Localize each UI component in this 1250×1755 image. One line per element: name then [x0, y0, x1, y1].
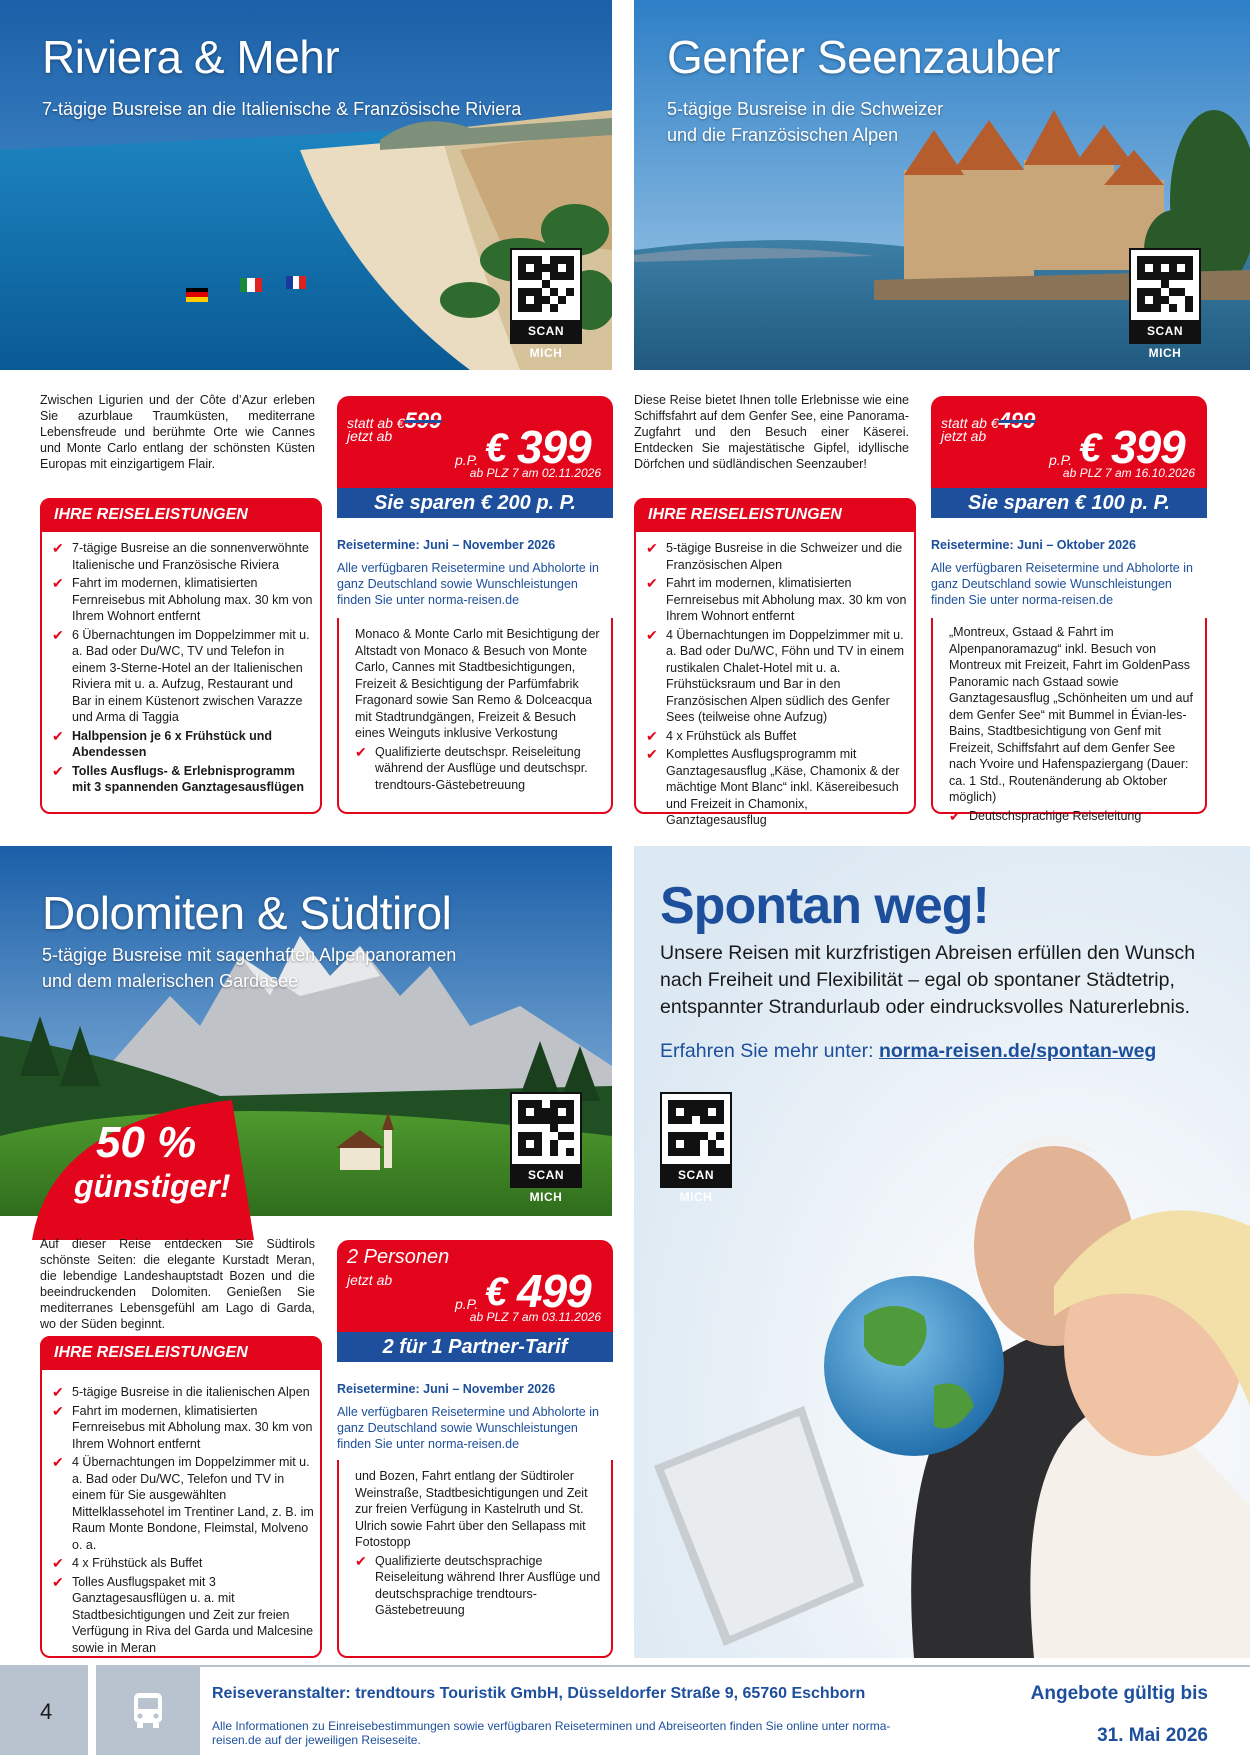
statt-label: statt ab €	[941, 415, 999, 431]
list-item: ✔ 5-tägige Busreise in die italienischen Alpen	[52, 1384, 314, 1401]
more-label: Erfahren Sie mehr unter:	[660, 1040, 874, 1062]
leistungen-header: IHRE REISELEISTUNGEN	[40, 498, 322, 532]
price-box	[337, 1240, 613, 1362]
description-text: „Montreux, Gstaad & Fahrt im Alpenpanoramazug“ inkl. Besuch von Montreux mit Freizeit, Fahrt im GoldenPass Panoramic nach Gstaad sowie Ganztagesausflug „Schönheiten um und auf dem Genfer See“ mit Bummel in Évian-les-Bains, Stadtbesichtigung von Genf mit Freizeit, Schiffsfahrt auf dem Genfer See nach Yvoire und Hafenspaziergang (Dauer: ca. 1 Std., Routenänderung ab Oktober möglich)	[949, 625, 1193, 804]
page-number-box	[0, 1665, 88, 1755]
jetzt-label: jetzt ab	[347, 428, 393, 444]
spontan-link[interactable]: norma-reisen.de/spontan-weg	[878, 1040, 1157, 1062]
list-item	[52, 763, 314, 796]
currency-symbol: €	[485, 426, 508, 470]
savings-banner: Sie sparen € 200 p. P.	[337, 488, 613, 518]
hero-subtitle: 7-tägige Busreise an die Italienische & Französische Riviera	[42, 99, 522, 119]
price-box	[337, 396, 613, 518]
qr-code[interactable]	[1129, 248, 1201, 360]
footer-divider	[200, 1665, 1250, 1667]
jetzt-label: jetzt ab	[347, 1272, 393, 1288]
qr-pattern-icon	[1137, 256, 1193, 312]
list-item: ✔ Fahrt im modernen, klimatisierten Fernreisebus mit Abholung max. 30 km von Ihrem Wohnort entfernt	[646, 575, 908, 625]
description-box	[931, 618, 1207, 823]
currency-symbol: €	[1079, 426, 1102, 470]
qr-pattern-icon	[518, 1100, 574, 1156]
qr-code[interactable]	[660, 1092, 732, 1204]
hero-genfer	[634, 0, 1250, 370]
description	[355, 1468, 605, 1619]
statt-label: statt ab €	[347, 415, 405, 431]
leistungen-header: IHRE REISELEISTUNGEN	[634, 498, 916, 532]
list-item: ✔ Tolles Ausflugspaket mit 3 Ganztagesausflügen u. a. mit Stadtbesichtigungen und Zeit zur freien Verfügung in Riva del Garda und Malcesine sowie in Meran	[52, 1574, 314, 1657]
valid-date: 31. Mai 2026	[1097, 1725, 1208, 1746]
qr-label: SCAN MICH	[512, 1164, 580, 1186]
reisetermine-text[interactable]: Alle verfügbaren Reisetermine und Abholorte in ganz Deutschland sowie Wunschleistungen finden Sie unter norma-reisen.de	[337, 561, 599, 607]
reisetermine-text[interactable]: Alle verfügbaren Reisetermine und Abholorte in ganz Deutschland sowie Wunschleistungen finden Sie unter norma-reisen.de	[931, 561, 1193, 607]
valid-label: Angebote gültig bis	[1030, 1683, 1208, 1704]
new-price: 499	[517, 1265, 591, 1317]
list-item: ✔ 6 Übernachtungen im Doppelzimmer mit u. a. Bad oder Du/WC, TV und Telefon in einem 3-Sterne-Hotel an der Italienischen Riviera mit u. a. Aufzug, Restaurant und Bar in einem Küstenort zwischen Varazze und Arma di Taggia	[52, 627, 314, 726]
hero-subtitle-line-1: 5-tägige Busreise mit sagenhaften Alpenpanoramen	[42, 945, 457, 965]
bus-icon	[128, 1690, 168, 1730]
reisetermine-text[interactable]: Alle verfügbaren Reisetermine und Abholorte in ganz Deutschland sowie Wunschleistungen finden Sie unter norma-reisen.de	[337, 1405, 599, 1451]
old-price: 599	[404, 408, 442, 433]
jetzt-label: jetzt ab	[941, 428, 987, 444]
hero-subtitle-line-2: und dem malerischen Gardasee	[42, 971, 299, 991]
tour-intro: Zwischen Ligurien und der Côte d’Azur erleben Sie azurblaue Traumküsten, mediterrane Lebensfreude und berühmte Orte wie Cannes und Monte Carlo entlang der schönsten Küsten Europas mit einzigartigem Flair.	[40, 393, 315, 471]
qr-code[interactable]	[510, 248, 582, 360]
savings-banner: Sie sparen € 100 p. P.	[931, 488, 1207, 518]
footer-info: Alle Informationen zu Einreisebestimmungen sowie verfügbaren Reiseterminen und Abreiseorten finden Sie online unter norma-reisen.de auf der jeweiligen Reiseseite.	[212, 1719, 891, 1747]
badge-text: günstiger!	[74, 1168, 231, 1204]
list-item: ✔ Fahrt im modernen, klimatisierten Fernreisebus mit Abholung max. 30 km von Ihrem Wohnort entfernt	[52, 1403, 314, 1453]
list-item: ✔ 4 x Frühstück als Buffet	[646, 728, 908, 745]
list-item-text: Halbpension je 6 x Frühstück und Abendessen	[72, 728, 273, 759]
persons-label: 2 Personen	[347, 1246, 450, 1268]
leistungen-box	[634, 498, 916, 827]
list-item	[52, 728, 314, 761]
hero-subtitle-line-2: und die Französischen Alpen	[667, 125, 899, 145]
hero-title: Genfer Seenzauber	[667, 31, 1060, 83]
new-price: 399	[517, 421, 591, 473]
hero-subtitle-line-1: 5-tägige Busreise in die Schweizer	[667, 99, 944, 119]
qr-label: SCAN MICH	[512, 320, 580, 342]
savings-banner: 2 für 1 Partner-Tarif	[337, 1332, 613, 1362]
reisetermine-title: Reisetermine: Juni – November 2026	[337, 1382, 556, 1396]
list-item: ✔ Qualifizierte deutschspr. Reiseleitung während der Ausflüge und deutschspr. trendtours-Gästebetreuung	[355, 744, 605, 794]
list-item: ✔ 4 x Frühstück als Buffet	[52, 1555, 314, 1572]
per-person-label: p.P.	[455, 1296, 479, 1312]
price-condition: ab PLZ 7 am 03.11.2026	[469, 1310, 601, 1324]
reisetermine-title: Reisetermine: Juni – Oktober 2026	[931, 538, 1136, 552]
leistungen-list	[52, 540, 314, 798]
tour-intro: Diese Reise bietet Ihnen tolle Erlebnisse wie eine Schiffsfahrt auf dem Genfer See, eine Panorama-Zugfahrt und den Besuch einer Käserei. Entdecken Sie majestätische Gipfel, idyllische Dörfchen und südländischen Seenzauber!	[634, 393, 909, 471]
spontan-title: Spontan weg!	[660, 877, 989, 935]
description	[949, 624, 1201, 824]
hero-riviera	[0, 0, 612, 370]
bus-icon-box	[96, 1665, 200, 1755]
spontan-more	[660, 1040, 1156, 1063]
list-item: ✔ 4 Übernachtungen im Doppelzimmer mit u. a. Bad oder Du/WC, Telefon und TV in einem für Sie ausgewählten Mittelklassehotel im Trentiner Land, z. B. im Raum Monte Bondone, Fleimstal, Molveno o. a.	[52, 1454, 314, 1553]
hero-title: Riviera & Mehr	[42, 31, 340, 83]
list-item: ✔ 7-tägige Busreise an die sonnenverwöhnte Italienische und Französische Riviera	[52, 540, 314, 573]
list-item: ✔ Komplettes Ausflugsprogramm mit Ganztagesausflug „Käse, Chamonix & der mächtige Mont Blanc“ inkl. Käsereibesuch und Freizeit in Chamonix, Ganztagesausflug	[646, 746, 908, 829]
list-item: ✔ Fahrt im modernen, klimatisierten Fernreisebus mit Abholung max. 30 km von Ihrem Wohnort entfernt	[52, 575, 314, 625]
price-panel	[931, 396, 1207, 488]
price-panel	[337, 1240, 613, 1332]
description-box	[337, 618, 613, 814]
leistungen-list	[646, 540, 908, 831]
spontan-text: Unsere Reisen mit kurzfristigen Abreisen erfüllen den Wunsch nach Freiheit und Flexibilität – egal ob spontaner Städtetrip, entspannter Strandurlaub oder eindrucksvolles Naturerlebnis.	[660, 942, 1196, 1018]
tour-intro: Auf dieser Reise entdecken Sie Südtirols schönste Seiten: die elegante Kurstadt Meran, die lebendige Landeshauptstadt Bozen und die beeindruckenden Dolomiten. Genießen Sie mediterranes Lebensgefühl am Lago di Garda, wo der Süden beginnt.	[40, 1237, 315, 1331]
new-price: 399	[1111, 421, 1185, 473]
price-panel	[337, 396, 613, 488]
list-item: ✔ 4 Übernachtungen im Doppelzimmer mit u. a. Bad oder Du/WC, Föhn und TV in einem rustikalen Chalet-Hotel mit u. a. Frühstücksraum und Bar in den Französischen Alpen südlich des Genfer Sees (teilweise ohne Aufzug)	[646, 627, 908, 726]
badge-percent: 50 %	[96, 1118, 197, 1167]
qr-pattern-icon	[518, 256, 574, 312]
qr-pattern-icon	[668, 1100, 724, 1156]
hero-title: Dolomiten & Südtirol	[42, 887, 452, 939]
leistungen-header: IHRE REISELEISTUNGEN	[40, 1336, 322, 1370]
discount-badge	[22, 1100, 292, 1240]
per-person-label: p.P.	[455, 452, 479, 468]
price-condition: ab PLZ 7 am 02.11.2026	[469, 466, 601, 480]
description-text: und Bozen, Fahrt entlang der Südtiroler Weinstraße, Stadtbesichtigungen und Zeit zur freien Verfügung in Kastelruth und St. Ulrich sowie Fahrt über den Sellapass mit Fotostopp	[355, 1469, 588, 1549]
description-text: Monaco & Monte Carlo mit Besichtigung der Altstadt von Monaco & Besuch von Monte Carlo, Cannes mit Stadtbesichtigungen, Freizeit & Besichtigung der Parfümfabrik Fragonard sowie San Remo & Dolceacqua mit Stadtrundgängen, Freizeit & Besuch eines Weinguts inklusive Verkostung	[355, 627, 600, 740]
leistungen-box	[40, 498, 322, 814]
qr-label: SCAN MICH	[1131, 320, 1199, 342]
per-person-label: p.P.	[1049, 452, 1073, 468]
description-box	[337, 1460, 613, 1658]
list-item: ✔ Deutschsprachige Reiseleitung	[949, 808, 1201, 825]
price-condition: ab PLZ 7 am 16.10.2026	[1062, 466, 1195, 480]
reisetermine-title: Reisetermine: Juni – November 2026	[337, 538, 556, 552]
currency-symbol: €	[485, 1270, 508, 1314]
list-item: ✔ 5-tägige Busreise in die Schweizer und die Französischen Alpen	[646, 540, 908, 573]
leistungen-box	[40, 1336, 322, 1658]
old-price: 499	[998, 408, 1036, 433]
list-item: ✔ Qualifizierte deutschsprachige Reiseleitung während Ihrer Ausflüge und deutschsprachige trendtours-Gästebetreuung	[355, 1553, 605, 1619]
qr-label: SCAN MICH	[662, 1164, 730, 1186]
footer	[0, 1665, 1250, 1755]
qr-code[interactable]	[510, 1092, 582, 1204]
price-box	[931, 396, 1207, 518]
page-number: 4	[40, 1699, 53, 1724]
description	[355, 626, 605, 793]
veranstalter: Reiseveranstalter: trendtours Touristik GmbH, Düsseldorfer Straße 9, 65760 Eschborn	[212, 1685, 866, 1702]
list-item-text: Tolles Ausflugs- & Erlebnisprogramm mit 3 spannenden Ganztagesausflügen	[72, 763, 304, 794]
leistungen-list	[52, 1384, 314, 1658]
